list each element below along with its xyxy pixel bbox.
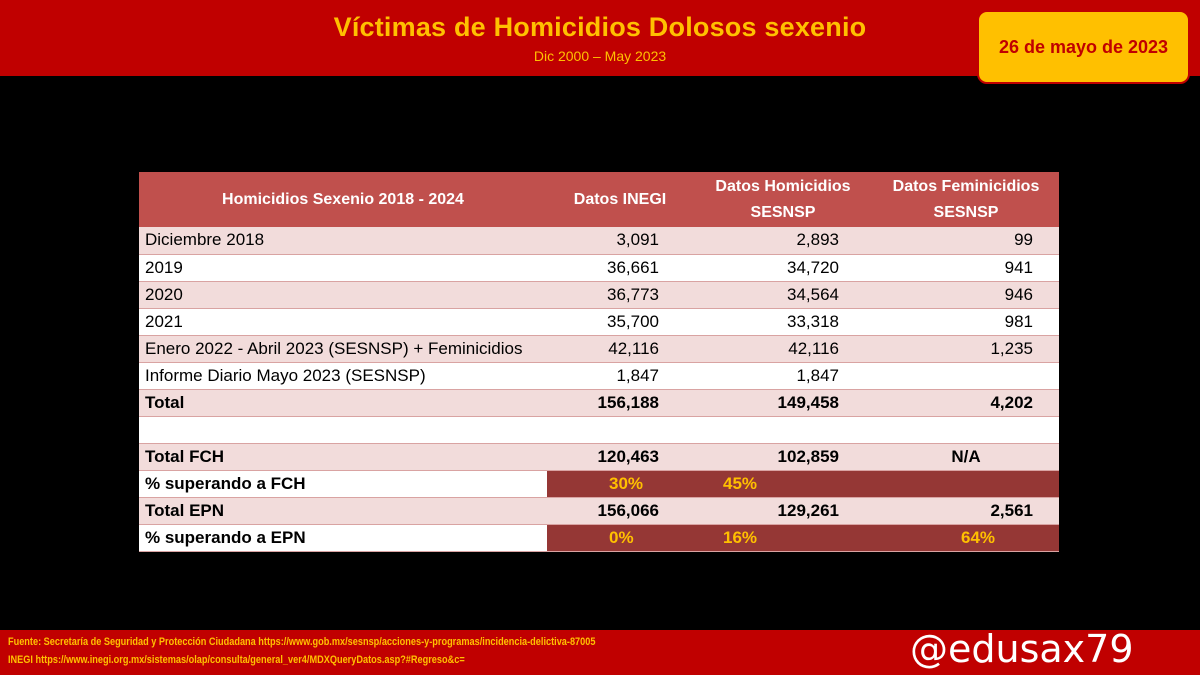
row-label: % superando a EPN [139, 524, 547, 551]
table-row [139, 227, 1059, 254]
total-epn-row [139, 497, 1059, 524]
homicidios-pct: 16% [693, 524, 873, 551]
table-row [139, 281, 1059, 308]
column-header-inegi: Datos INEGI [547, 172, 693, 227]
table-header-row [139, 172, 1059, 227]
inegi-value: 35,700 [547, 308, 693, 335]
source-line-inegi: INEGI https://www.inegi.org.mx/sistemas/olap/consulta/general_ver4/MDXQueryDatos.asp?#Regreso&c= [8, 654, 465, 666]
feminicidios-pct: 64% [873, 524, 1059, 551]
feminicidios-value [873, 362, 1059, 389]
column-header-homicidios: Datos Homicidios SESNSP [693, 172, 873, 227]
row-label: % superando a FCH [139, 470, 547, 497]
total-fch-row [139, 443, 1059, 470]
feminicidios-value: 2,561 [873, 497, 1059, 524]
author-handle: @edusax79 [910, 627, 1134, 671]
homicidios-value: 42,116 [693, 335, 873, 362]
feminicidios-value: 99 [873, 227, 1059, 254]
spacer-row [139, 416, 1059, 443]
homicidios-pct: 45% [693, 470, 873, 497]
total-row [139, 389, 1059, 416]
feminicidios-value: 1,235 [873, 335, 1059, 362]
pct-epn-row [139, 524, 1059, 551]
inegi-value: 156,188 [547, 389, 693, 416]
table-row [139, 362, 1059, 389]
homicidios-value: 102,859 [693, 443, 873, 470]
homicidios-value: 34,720 [693, 254, 873, 281]
table-row [139, 308, 1059, 335]
inegi-pct: 0% [547, 524, 693, 551]
row-label: 2021 [139, 308, 547, 335]
source-note [8, 633, 595, 669]
homicidios-value: 149,458 [693, 389, 873, 416]
table-row [139, 335, 1059, 362]
homicidios-value: 33,318 [693, 308, 873, 335]
inegi-value: 36,773 [547, 281, 693, 308]
inegi-value [547, 416, 693, 443]
row-label: Informe Diario Mayo 2023 (SESNSP) [139, 362, 547, 389]
homicidios-value [693, 416, 873, 443]
column-header-period: Homicidios Sexenio 2018 - 2024 [139, 172, 547, 227]
row-label: Diciembre 2018 [139, 227, 547, 254]
homicidios-value: 1,847 [693, 362, 873, 389]
homicidios-value: 129,261 [693, 497, 873, 524]
feminicidios-value: 941 [873, 254, 1059, 281]
row-label [139, 416, 547, 443]
inegi-value: 120,463 [547, 443, 693, 470]
table-row [139, 254, 1059, 281]
inegi-value: 42,116 [547, 335, 693, 362]
feminicidios-value: 981 [873, 308, 1059, 335]
page-subtitle: Dic 2000 – May 2023 [533, 48, 667, 64]
feminicidios-value: N/A [873, 443, 1059, 470]
inegi-value: 1,847 [547, 362, 693, 389]
row-label: Total [139, 389, 547, 416]
row-label: Enero 2022 - Abril 2023 (SESNSP) + Feminicidios [139, 335, 547, 362]
inegi-value: 156,066 [547, 497, 693, 524]
feminicidios-value: 946 [873, 281, 1059, 308]
column-header-feminicidios: Datos Feminicidios SESNSP [873, 172, 1059, 227]
row-label: 2020 [139, 281, 547, 308]
homicides-table [139, 172, 1059, 552]
date-badge: 26 de mayo de 2023 [977, 10, 1190, 84]
inegi-value: 3,091 [547, 227, 693, 254]
inegi-pct: 30% [547, 470, 693, 497]
pct-fch-row [139, 470, 1059, 497]
feminicidios-pct [873, 470, 1059, 497]
homicidios-value: 34,564 [693, 281, 873, 308]
row-label: 2019 [139, 254, 547, 281]
row-label: Total FCH [139, 443, 547, 470]
feminicidios-value: 4,202 [873, 389, 1059, 416]
feminicidios-value [873, 416, 1059, 443]
page-title: Víctimas de Homicidios Dolosos sexenio [333, 12, 867, 42]
row-label: Total EPN [139, 497, 547, 524]
inegi-value: 36,661 [547, 254, 693, 281]
source-line-sesnsp: Fuente: Secretaría de Seguridad y Protección Ciudadana https://www.gob.mx/sesnsp/acciones-y-programas/incidencia-delictiva-87005 [8, 636, 596, 648]
homicidios-value: 2,893 [693, 227, 873, 254]
